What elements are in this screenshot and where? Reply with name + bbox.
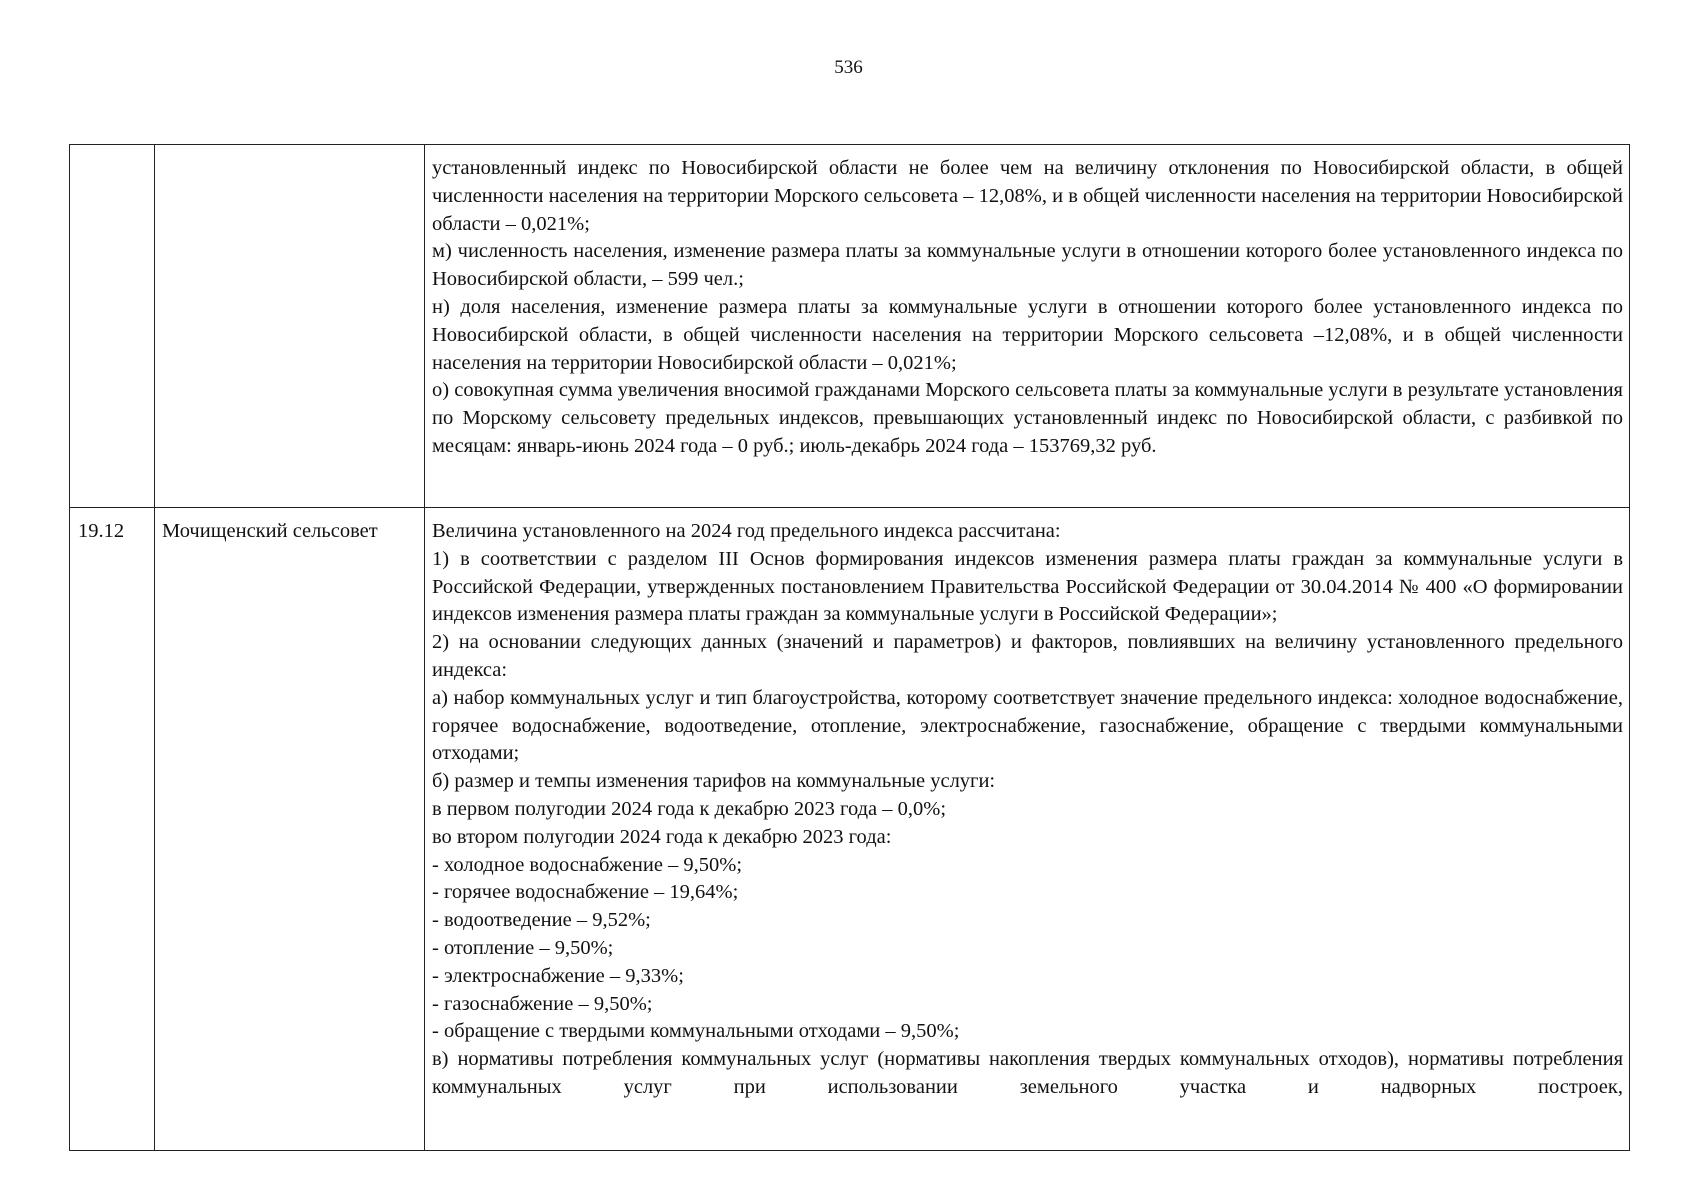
list-item: - отопление – 9,50%; <box>432 936 614 959</box>
paragraph: 2) на основании следующих данных (значений и параметров) и факторов, повлиявших на величину установленного предельного индекса: <box>432 631 1623 681</box>
paragraph: 1) в соответствии с разделом III Основ формирования индексов изменения размера платы граждан за коммунальные услуги в Российской Федерации, утвержденных постановлением Правительства Российской Федерации от 30.04.2014 № 400 «О формировании индексов изменения размера платы граждан за коммунальные услуги в Российской Федерации»; <box>432 547 1623 626</box>
paragraph: во втором полугодии 2024 года к декабрю 2023 года: <box>432 825 892 848</box>
paragraph: о) совокупная сумма увеличения вносимой гражданами Морского сельсовета платы за коммунальные услуги в результате установления по Морскому сельсовету предельных индексов, превышающих установленный индекс по Новосибирской области, с разбивкой по месяцам: январь-июнь 2024 года – 0 руб.; июль-декабрь 2024 года – 153769,32 руб. <box>432 379 1623 457</box>
description-cell <box>425 508 1630 1151</box>
paragraph: м) численность населения, изменение размера платы за коммунальные услуги в отношении которого более установленного индекса по Новосибирской области, – 599 чел.; <box>432 240 1623 291</box>
paragraph: а) набор коммунальных услуг и тип благоустройства, которому соответствует значение предельного индекса: холодное водоснабжение, горячее водоснабжение, водоотведение, отопление, электроснабжение, газоснабжение, обращение с твердыми коммунальными отходами; <box>432 686 1623 765</box>
index-table <box>69 144 1630 1151</box>
description-cell <box>425 145 1630 508</box>
paragraph: установленный индекс по Новосибирской области не более чем на величину отклонения по Новосибирской области, в общей численности населения на территории Морского сельсовета – 12,08%, и в общей численности населения на территории Новосибирской области – 0,021%; <box>432 157 1623 235</box>
list-item: - обращение с твердыми коммунальными отходами – 9,50%; <box>432 1020 960 1043</box>
list-item: - горячее водоснабжение – 19,64%; <box>432 881 739 904</box>
page-number: 536 <box>834 57 863 78</box>
paragraph: б) размер и темпы изменения тарифов на коммунальные услуги: <box>432 770 996 793</box>
paragraph: в) нормативы потребления коммунальных услуг (нормативы накопления твердых коммунальных отходов), нормативы потребления коммунальных услуг при использовании земельного участка и надворных построек, <box>432 1048 1623 1098</box>
municipality-cell <box>155 145 425 508</box>
table-row <box>70 145 1630 508</box>
paragraph: н) доля населения, изменение размера платы за коммунальные услуги в отношении которого более установленного индекса по Новосибирской области, в общей численности населения на территории Морского сельсовета –12,08%, и в общей численности населения на территории Новосибирской области – 0,021%; <box>432 295 1623 374</box>
list-item: - холодное водоснабжение – 9,50%; <box>432 853 743 876</box>
list-item: - водоотведение – 9,52%; <box>432 909 651 932</box>
paragraph: в первом полугодии 2024 года к декабрю 2023 года – 0,0%; <box>432 797 947 820</box>
paragraph: Величина установленного на 2024 год предельного индекса рассчитана: <box>432 520 1061 542</box>
municipality-cell: Мочищенский сельсовет <box>155 508 425 1151</box>
row-number-cell: 19.12 <box>70 508 155 1151</box>
list-item: - газоснабжение – 9,50%; <box>432 992 653 1015</box>
list-item: - электроснабжение – 9,33%; <box>432 964 684 987</box>
row-number-cell <box>70 145 155 508</box>
table-row <box>70 508 1630 1151</box>
